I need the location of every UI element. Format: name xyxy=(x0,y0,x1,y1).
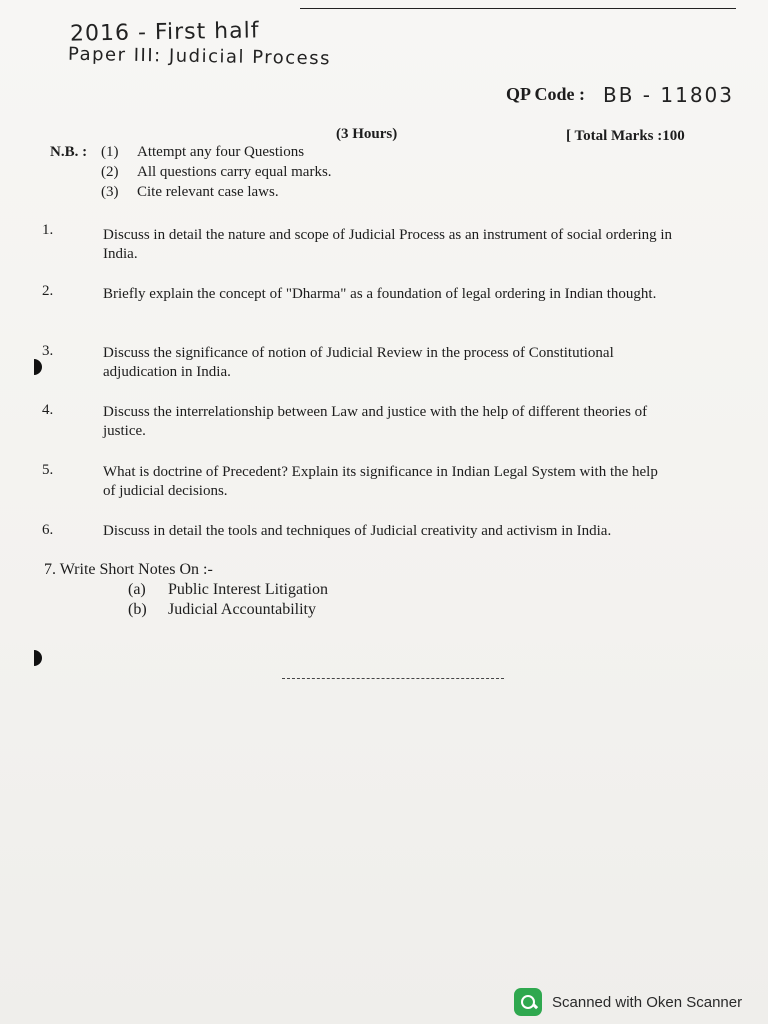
question-text: Discuss the significance of notion of Judicial Review in the process of Constitutional adjudication in India. xyxy=(103,345,614,380)
instruction-number: (1) xyxy=(101,144,119,160)
question-number: 4. xyxy=(42,402,54,418)
top-rule xyxy=(300,8,736,9)
exam-duration: (3 Hours) xyxy=(336,126,398,142)
qp-code-label: QP Code : xyxy=(506,84,585,104)
handwritten-paper-title: Paper III: Judicial Process xyxy=(67,43,332,70)
qp-code-value: BB - 11803 xyxy=(603,83,734,107)
oken-scanner-icon xyxy=(514,988,542,1016)
instruction-text: Cite relevant case laws. xyxy=(137,184,279,200)
short-note-number: (b) xyxy=(128,601,147,618)
question-text: Briefly explain the concept of "Dharma" as a foundation of legal ordering in Indian thought. xyxy=(103,286,657,302)
question-number: 6. xyxy=(42,522,54,538)
short-note-text: Public Interest Litigation xyxy=(168,581,328,598)
nb-label: N.B. : xyxy=(50,144,88,160)
total-marks: [ Total Marks :100 xyxy=(566,128,685,144)
question-number: 1. xyxy=(42,222,54,238)
instruction-number: (3) xyxy=(101,184,119,200)
short-note-number: (a) xyxy=(128,581,146,598)
question-text: Discuss in detail the tools and techniques of Judicial creativity and activism in India. xyxy=(103,523,612,539)
scanner-watermark-text: Scanned with Oken Scanner xyxy=(552,993,743,1011)
question-text: Discuss the interrelationship between Law and justice with the help of different theories of justice. xyxy=(103,404,648,439)
instruction-number: (2) xyxy=(101,164,119,180)
short-notes-title: 7. Write Short Notes On :- xyxy=(44,561,213,578)
instruction-item xyxy=(101,144,304,161)
instruction-text: All questions carry equal marks. xyxy=(137,164,332,180)
punch-hole-mark xyxy=(34,359,42,375)
instruction-item xyxy=(101,164,332,181)
instruction-text: Attempt any four Questions xyxy=(137,144,305,160)
handwritten-year-note: 2016 - First half xyxy=(69,18,260,47)
short-note-text: Judicial Accountability xyxy=(168,601,316,618)
short-note-item xyxy=(128,581,328,599)
question-number: 5. xyxy=(42,462,54,478)
scanner-watermark xyxy=(514,988,742,1016)
punch-hole-mark xyxy=(34,650,42,666)
question-number: 3. xyxy=(42,343,54,359)
question-text: Discuss in detail the nature and scope of Judicial Process as an instrument of social ordering in India. xyxy=(103,227,673,262)
question-text: What is doctrine of Precedent? Explain its significance in Indian Legal System with the help of judicial decisions. xyxy=(103,464,658,499)
instruction-item xyxy=(101,184,279,201)
short-note-item xyxy=(128,601,316,619)
question-number: 2. xyxy=(42,283,54,299)
end-of-paper-rule xyxy=(282,678,504,679)
